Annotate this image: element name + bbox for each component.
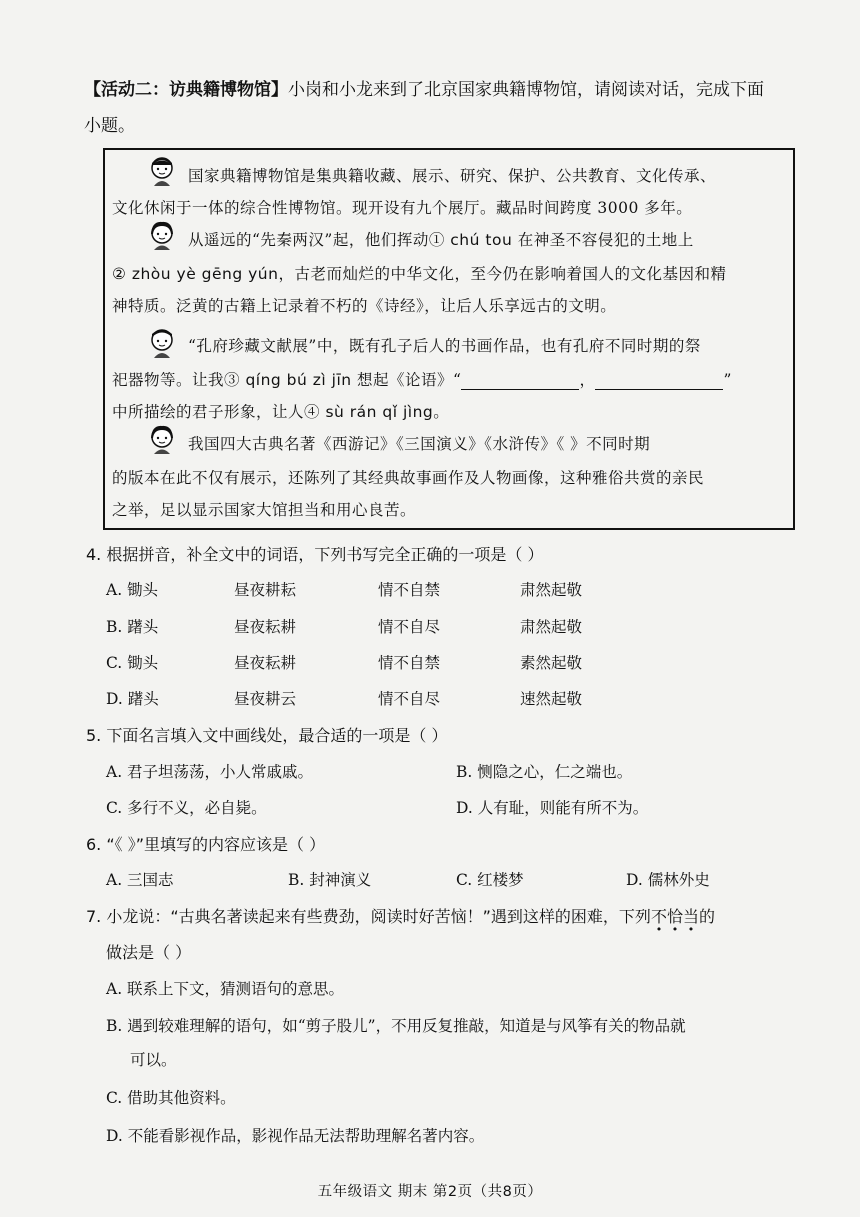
pinyin-blank-4: sù rán qǐ jìng	[325, 403, 434, 421]
dialog-line: 神特质。泛黄的古籍上记录着不朽的《诗经》，让后人乐享远古的文明。	[112, 297, 617, 315]
q4-option-d-2: 昼夜耕云	[234, 690, 297, 708]
page-footer: 五年级语文 期末 第2页（共8页）	[317, 1184, 543, 1200]
q4-option-a-2: 昼夜耕耘	[234, 581, 297, 599]
q5-option-a: A. 君子坦荡荡，小人常戚戚。	[106, 763, 314, 781]
emphasis-char: 不	[650, 907, 667, 926]
q7-option-a: A. 联系上下文，猜测语句的意思。	[106, 980, 345, 998]
question-4-stem: 4. 根据拼音，补全文中的词语，下列书写完全正确的一项是（ ）	[86, 545, 544, 564]
q4-option-b-1: B. 躇头	[106, 618, 159, 636]
pinyin-blank-3: qíng bú zì jīn	[245, 371, 352, 389]
q5-option-b: B. 恻隐之心，仁之端也。	[456, 763, 633, 781]
q7-option-c: C. 借助其他资料。	[106, 1089, 236, 1107]
q4-option-a-3: 情不自禁	[378, 581, 441, 599]
q6-option-b: B. 封神演义	[288, 871, 372, 889]
q4-option-d-1: D. 躇头	[106, 690, 159, 708]
q7-option-d: D. 不能看影视作品，影视作品无法帮助理解名著内容。	[106, 1127, 485, 1145]
dialog-line: “孔府珍藏文献展”中，既有孔子后人的书画作品，也有孔府不同时期的祭	[188, 337, 701, 355]
intro-text-line1: 小岗和小龙来到了北京国家典籍博物馆，请阅读对话，完成下面	[288, 80, 764, 100]
question-7-stem-line2: 做法是（ ）	[106, 943, 192, 962]
q4-option-c-2: 昼夜耘耕	[234, 654, 297, 672]
pinyin-blank-1: chú tou	[450, 231, 513, 249]
boy-avatar-icon	[148, 328, 176, 358]
q5-option-c: C. 多行不义，必自毙。	[106, 799, 267, 817]
dialog-line: ② zhòu yè gēng yún，古老而灿烂的中华文化，至今仍在影响着国人的文化基因和精	[112, 265, 727, 283]
q4-option-c-4: 素然起敬	[520, 654, 583, 672]
girl-avatar-icon	[148, 220, 176, 250]
q4-option-d-3: 情不自尽	[378, 690, 441, 708]
q4-option-c-3: 情不自禁	[378, 654, 441, 672]
dialog-line: 祀器物等。让我③ qíng bú zì jīn 想起《论语》“ ， ”	[112, 371, 732, 389]
q7-option-b-cont: 可以。	[130, 1051, 177, 1069]
q4-option-b-3: 情不自尽	[378, 618, 441, 636]
q4-option-c-1: C. 锄头	[106, 654, 159, 672]
dialog-line: 从遥远的“先秦两汉”起，他们挥动① chú tou 在神圣不容侵犯的土地上	[188, 231, 694, 249]
q6-option-c: C. 红楼梦	[456, 871, 524, 889]
q6-option-a: A. 三国志	[106, 871, 174, 889]
activity-intro	[84, 72, 804, 144]
q4-option-d-4: 速然起敬	[520, 690, 583, 708]
q5-option-d: D. 人有耻，则能有所不为。	[456, 799, 649, 817]
q7-option-b: B. 遇到较难理解的语句，如“剪子股儿”，不用反复推敲，知道是与风筝有关的物品就	[106, 1017, 686, 1035]
dialog-line: 中所描绘的君子形象，让人④ sù rán qǐ jìng。	[112, 403, 450, 421]
dialog-line: 文化休闲于一体的综合性博物馆。现开设有九个展厅。藏品时间跨度 3000 多年。	[112, 199, 693, 217]
boy-avatar-icon	[148, 156, 176, 186]
dialog-line: 我国四大古典名著《西游记》《三国演义》《水浒传》《 》不同时期	[188, 435, 651, 453]
q4-option-b-4: 肃然起敬	[520, 618, 583, 636]
quote-blank-1	[461, 375, 579, 390]
pinyin-blank-2: zhòu yè gēng yún	[131, 265, 279, 283]
question-7-stem: 7. 小龙说：“古典名著读起来有些费劲，阅读时好苦恼！”遇到这样的困难，下列不恰当的	[86, 907, 715, 926]
q4-option-a-1: A. 锄头	[106, 581, 159, 599]
activity-tag: 【活动二：访典籍博物馆】	[84, 80, 288, 100]
girl-avatar-icon	[148, 424, 176, 454]
q4-option-b-2: 昼夜耘耕	[234, 618, 297, 636]
intro-text-line2: 小题。	[84, 116, 135, 136]
quote-blank-2	[595, 375, 723, 390]
dialog-line: 之举，足以显示国家大馆担当和用心良苦。	[112, 501, 417, 519]
question-5-stem: 5. 下面名言填入文中画线处，最合适的一项是（ ）	[86, 726, 448, 745]
dialog-line: 的版本在此不仅有展示，还陈列了其经典故事画作及人物画像，这种雅俗共赏的亲民	[112, 469, 705, 487]
q6-option-d: D. 儒林外史	[626, 871, 710, 889]
emphasis-char: 当	[682, 907, 699, 926]
emphasis-char: 恰	[666, 907, 683, 926]
dialog-line: 国家典籍博物馆是集典籍收藏、展示、研究、保护、公共教育、文化传承、	[188, 167, 717, 185]
question-6-stem: 6. “《 》”里填写的内容应该是（ ）	[86, 835, 326, 854]
q4-option-a-4: 肃然起敬	[520, 581, 583, 599]
